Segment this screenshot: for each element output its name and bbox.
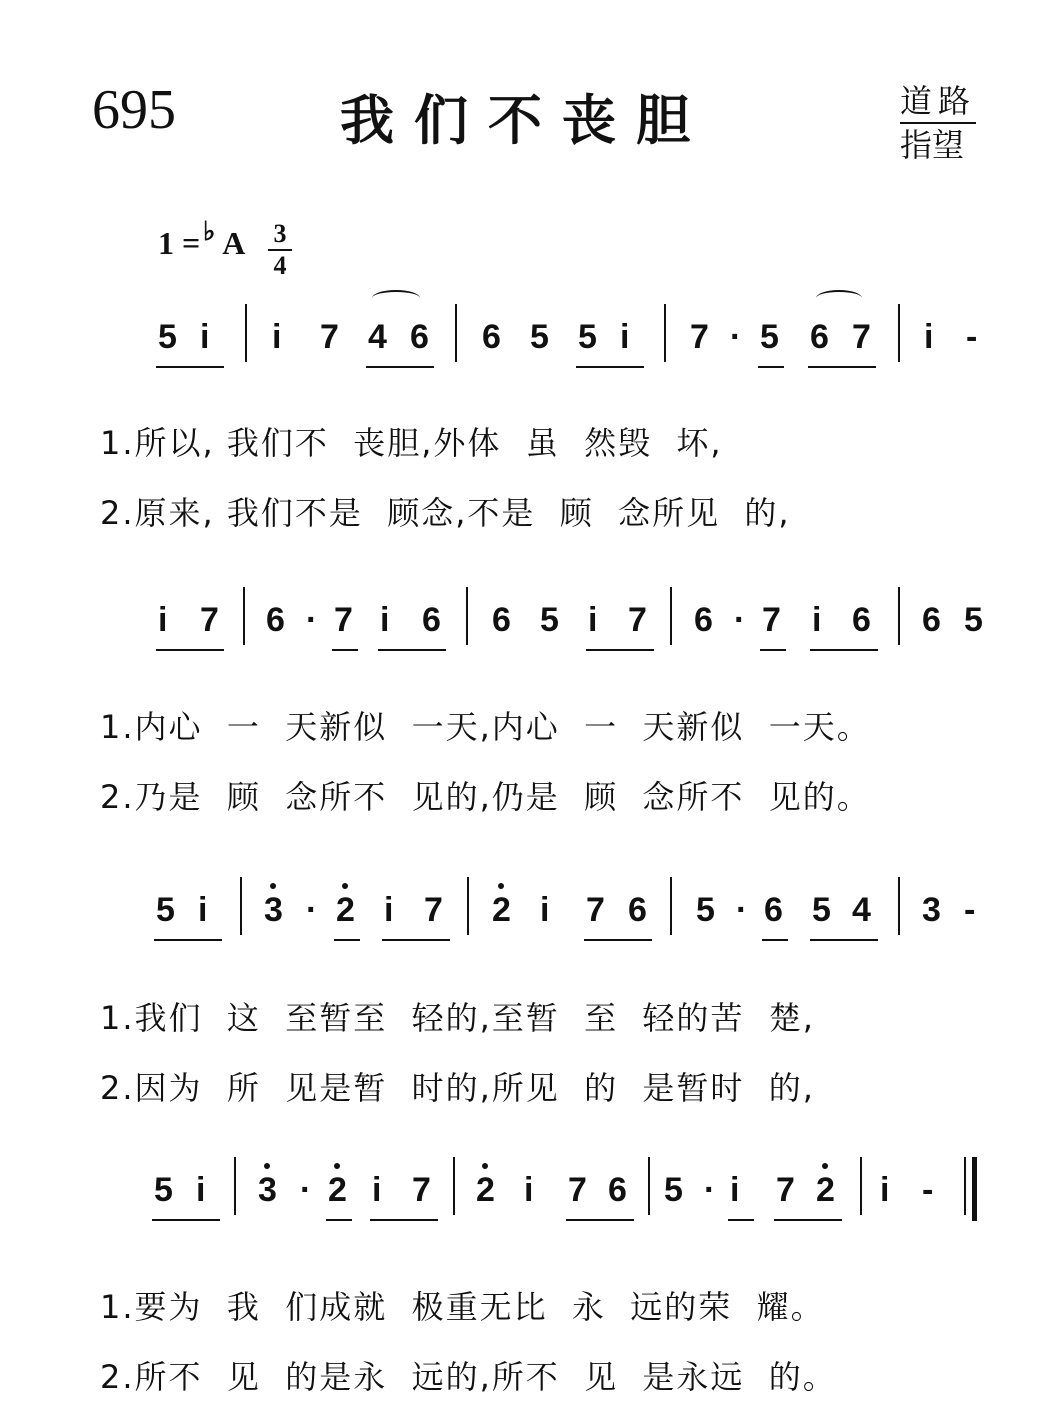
ul-mark	[760, 649, 786, 651]
ul-mark	[762, 939, 788, 941]
bar-mark	[234, 1157, 236, 1215]
ul-mark	[334, 939, 360, 941]
ul-mark	[332, 649, 358, 651]
ul-mark	[156, 366, 224, 368]
note: i	[272, 318, 282, 356]
dot-mark	[822, 1163, 828, 1169]
bar-mark	[670, 877, 672, 935]
note: 5	[696, 891, 715, 929]
note: 4	[852, 891, 871, 929]
bar-mark	[648, 1157, 650, 1215]
note: 2	[336, 891, 355, 929]
note: i	[880, 1171, 890, 1209]
note: 4	[368, 318, 387, 356]
note: ·	[736, 891, 748, 929]
hymn-number: 695	[92, 79, 176, 141]
bar-mark	[245, 304, 247, 362]
note: 6	[410, 318, 429, 356]
note: 7	[424, 891, 443, 929]
note: i	[588, 601, 598, 639]
lyric-3-verse-2: 2.因为 所 见是暂 时的,所见 的 是暂时 的,	[100, 1069, 815, 1107]
note: 7	[320, 318, 339, 356]
note: 6	[922, 601, 941, 639]
ul-mark	[586, 649, 654, 651]
bar-mark	[898, 587, 900, 645]
notation-system-1	[0, 290, 1050, 380]
note: i	[384, 891, 394, 929]
dot-mark	[482, 1163, 488, 1169]
note: 2	[328, 1171, 347, 1209]
ul-mark	[156, 649, 224, 651]
note: 6	[810, 318, 829, 356]
source-line-2: 指望	[900, 126, 965, 164]
note: 5	[964, 601, 983, 639]
source-reference	[900, 80, 976, 166]
note: 6	[852, 601, 871, 639]
bar-mark	[664, 304, 666, 362]
note: -	[966, 318, 978, 356]
note: ·	[306, 891, 318, 929]
note: i	[812, 601, 822, 639]
note: 5	[664, 1171, 683, 1209]
bar-mark	[898, 877, 900, 935]
note: 3	[258, 1171, 277, 1209]
note: 6	[266, 601, 285, 639]
ul-mark	[576, 366, 644, 368]
note: 6	[694, 601, 713, 639]
ul-mark	[566, 1219, 634, 1221]
hymn-title: 我们不丧胆	[340, 89, 710, 152]
source-line-1: 道路	[900, 80, 976, 124]
lyric-1-verse-1: 1.所以, 我们不 丧胆,外体 虽 然毁 坏,	[100, 424, 723, 462]
bar-mark	[455, 304, 457, 362]
lyric-1-verse-2: 2.原来, 我们不是 顾念,不是 顾 念所见 的,	[100, 494, 791, 532]
ul-mark	[152, 1219, 220, 1221]
note: 6	[764, 891, 783, 929]
note: i	[380, 601, 390, 639]
note: 5	[760, 318, 779, 356]
note: i	[198, 891, 208, 929]
note: 7	[776, 1171, 795, 1209]
ul-mark	[810, 649, 878, 651]
note: i	[372, 1171, 382, 1209]
note: ·	[306, 601, 318, 639]
note: -	[964, 891, 976, 929]
dot-mark	[270, 883, 276, 889]
lyric-4-verse-2: 2.所不 见 的是永 远的,所不 见 是永远 的。	[100, 1358, 837, 1396]
note: 7	[762, 601, 781, 639]
note: i	[524, 1171, 534, 1209]
final-bar-mark	[972, 1157, 977, 1221]
tie-mark	[816, 290, 862, 306]
key-signature	[158, 217, 246, 262]
dot-mark	[334, 1163, 340, 1169]
notation-system-4	[0, 1143, 1050, 1233]
bar-mark	[860, 1157, 862, 1215]
note: 6	[422, 601, 441, 639]
ul-mark	[774, 1219, 842, 1221]
note: -	[922, 1171, 934, 1209]
ul-mark	[326, 1219, 352, 1221]
note: 7	[568, 1171, 587, 1209]
lyric-2-verse-1: 1.内心 一 天新似 一天,内心 一 天新似 一天。	[100, 708, 871, 746]
note: 3	[264, 891, 283, 929]
note: 6	[492, 601, 511, 639]
note: ·	[730, 318, 742, 356]
tie-mark	[372, 290, 420, 306]
note: ·	[704, 1171, 716, 1209]
note: 2	[816, 1171, 835, 1209]
note: 5	[812, 891, 831, 929]
note: ·	[734, 601, 746, 639]
note: i	[924, 318, 934, 356]
note: 5	[578, 318, 597, 356]
ul-mark	[808, 366, 876, 368]
ul-mark	[810, 939, 878, 941]
ul-mark	[366, 366, 434, 368]
dot-mark	[342, 883, 348, 889]
note: 7	[852, 318, 871, 356]
bar-mark	[898, 304, 900, 362]
lyric-2-verse-2: 2.乃是 顾 念所不 见的,仍是 顾 念所不 见的。	[100, 778, 871, 816]
note: 5	[154, 1171, 173, 1209]
time-signature	[268, 220, 292, 280]
dot-mark	[264, 1163, 270, 1169]
key-note: A	[222, 225, 246, 261]
notation-system-3	[0, 863, 1050, 953]
ul-mark	[728, 1219, 754, 1221]
lyric-3-verse-1: 1.我们 这 至暂至 轻的,至暂 至 轻的苦 楚,	[100, 999, 815, 1037]
note: 5	[156, 891, 175, 929]
note: 5	[530, 318, 549, 356]
notation-system-2	[0, 573, 1050, 663]
note: 6	[608, 1171, 627, 1209]
note: 6	[628, 891, 647, 929]
flat-sign: ♭	[203, 217, 216, 246]
note: i	[540, 891, 550, 929]
note: 5	[158, 318, 177, 356]
bar-mark	[964, 1157, 966, 1215]
ul-mark	[378, 649, 446, 651]
note: 7	[690, 318, 709, 356]
note: ·	[300, 1171, 312, 1209]
note: 7	[412, 1171, 431, 1209]
ul-mark	[758, 366, 784, 368]
ul-mark	[584, 939, 652, 941]
ul-mark	[382, 939, 450, 941]
note: i	[158, 601, 168, 639]
bar-mark	[670, 587, 672, 645]
note: 7	[628, 601, 647, 639]
lyric-4-verse-1: 1.要为 我 们成就 极重无比 永 远的荣 耀。	[100, 1288, 825, 1326]
bar-mark	[453, 1157, 455, 1215]
note: i	[200, 318, 210, 356]
note: 2	[492, 891, 511, 929]
ul-mark	[370, 1219, 438, 1221]
bar-mark	[467, 877, 469, 935]
bar-mark	[240, 877, 242, 935]
bar-mark	[466, 587, 468, 645]
note: 3	[922, 891, 941, 929]
note: 7	[200, 601, 219, 639]
note: 7	[586, 891, 605, 929]
note: 2	[476, 1171, 495, 1209]
note: i	[730, 1171, 740, 1209]
note: 7	[334, 601, 353, 639]
time-top: 3	[273, 219, 287, 248]
note: i	[196, 1171, 206, 1209]
note: 6	[482, 318, 501, 356]
dot-mark	[498, 883, 504, 889]
note: i	[620, 318, 630, 356]
bar-mark	[243, 587, 245, 645]
note: 5	[540, 601, 559, 639]
ul-mark	[154, 939, 222, 941]
time-bottom: 4	[273, 251, 287, 280]
key-prefix: 1 =	[158, 225, 201, 261]
